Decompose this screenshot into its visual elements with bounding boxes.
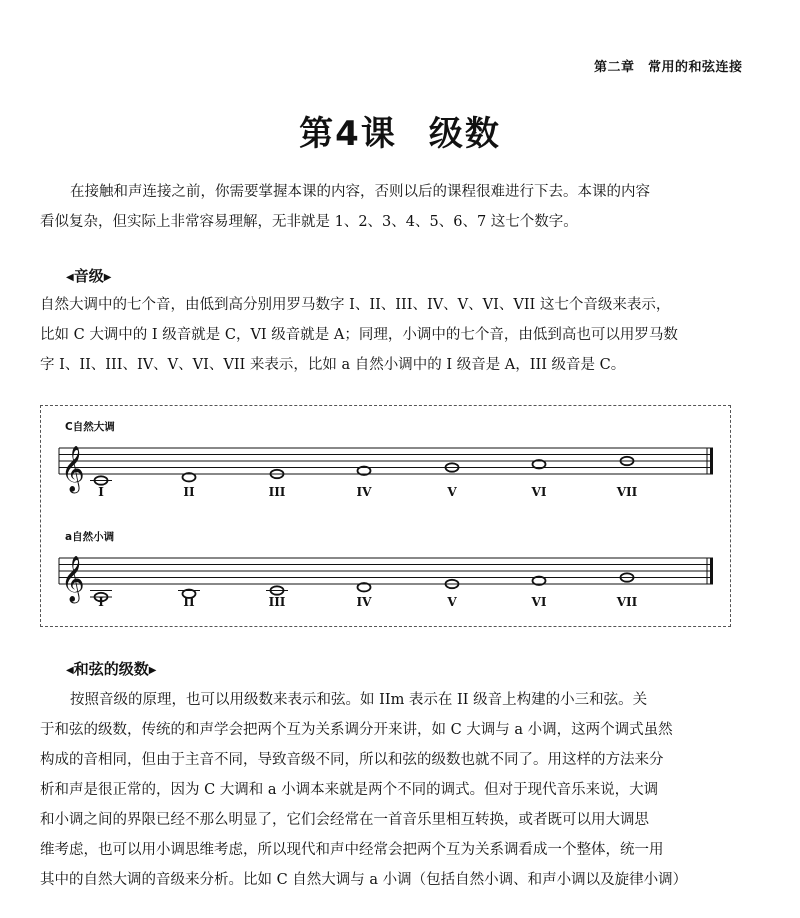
section-heading-chord-degrees — [66, 658, 156, 679]
degree-label: I — [98, 595, 104, 609]
score-example-box — [40, 405, 731, 627]
degree-label: II — [183, 595, 195, 609]
paragraph-line: 构成的音相同，但由于主音不同，导致音级不同，所以和弦的级数也就不同了。用这样的方法来分 — [40, 752, 664, 768]
paragraph-line: 析和声是很正常的，因为 C 大调和 a 小调本来就是两个不同的调式。但对于现代音乐来说，大调 — [40, 782, 659, 798]
paragraph-line: 维考虑，也可以用小调思维考虑，所以现代和声中经常会把两个互为关系调看成一个整体，统一用 — [40, 842, 664, 858]
degree-label: VII — [616, 595, 638, 609]
right-triangle-icon: ▶ — [148, 665, 157, 676]
degree-label: V — [447, 485, 457, 499]
paragraph-line: 按照音级的原理，也可以用级数来表示和弦。如 IIm 表示在 II 级音上构建的小三和弦。关 — [70, 692, 648, 708]
right-triangle-icon: ▶ — [103, 272, 112, 283]
intro-paragraph — [40, 177, 762, 237]
section-heading-scale-degrees — [66, 265, 111, 286]
degree-label: VI — [531, 595, 547, 609]
paragraph-line: 自然大调中的七个音，由低到高分别用罗马数字 I、II、III、IV、V、VI、VII 这七个音级来表示， — [40, 297, 671, 313]
paragraph-line: 字 I、II、III、IV、V、VI、VII 来表示，比如 a 自然小调中的 I 级音是 A，III 级音是 C。 — [40, 357, 626, 373]
left-triangle-icon: ◀ — [66, 272, 74, 283]
degree-label: IV — [356, 485, 372, 499]
section-heading-text: 和弦的级数 — [73, 660, 149, 678]
paragraph-line: 在接触和声连接之前，你需要掌握本课的内容，否则以后的课程很难进行下去。本课的内容 — [70, 184, 650, 200]
degree-label: III — [268, 595, 286, 609]
paragraph-line: 和小调之间的界限已经不那么明显了，它们会经常在一首音乐里相互转换，或者既可以用大调思 — [40, 812, 649, 828]
paragraph-line: 其中的自然大调的音级来分析。比如 C 自然大调与 a 小调（包括自然小调、和声小调以及旋律小调） — [40, 872, 688, 888]
staff-label-c-major: C自然大调 — [65, 421, 115, 433]
lesson-number: 第4课 — [299, 114, 397, 154]
scale-degrees-paragraph — [40, 290, 762, 380]
degree-label: V — [447, 595, 457, 609]
lesson-topic: 级数 — [428, 114, 501, 154]
left-triangle-icon: ◀ — [66, 665, 74, 676]
degree-label: VI — [531, 485, 547, 499]
degree-label: VII — [616, 485, 638, 499]
chord-degrees-paragraph — [40, 685, 762, 895]
degree-label: III — [268, 485, 286, 499]
treble-clef-icon: 𝄞 — [61, 446, 85, 492]
paragraph-line: 于和弦的级数，传统的和声学会把两个互为关系调分开来讲，如 C 大调与 a 小调，这两个调式虽然 — [40, 722, 673, 738]
chapter-header: 第二章 常用的和弦连接 — [594, 60, 743, 75]
treble-clef-icon: 𝄞 — [61, 556, 85, 602]
degree-label: IV — [356, 595, 372, 609]
paragraph-line: 看似复杂，但实际上非常容易理解，无非就是 1、2、3、4、5、6、7 这七个数字。 — [40, 214, 578, 230]
staff-label-a-minor: a自然小调 — [65, 531, 115, 543]
degree-label: II — [183, 485, 195, 499]
lesson-title — [0, 106, 800, 155]
music-score — [41, 406, 732, 628]
paragraph-line: 比如 C 大调中的 I 级音就是 C，VI 级音就是 A；同理，小调中的七个音，由低到高也可以用罗马数 — [40, 327, 678, 343]
section-heading-text: 音级 — [73, 267, 104, 285]
degree-label: I — [98, 485, 104, 499]
